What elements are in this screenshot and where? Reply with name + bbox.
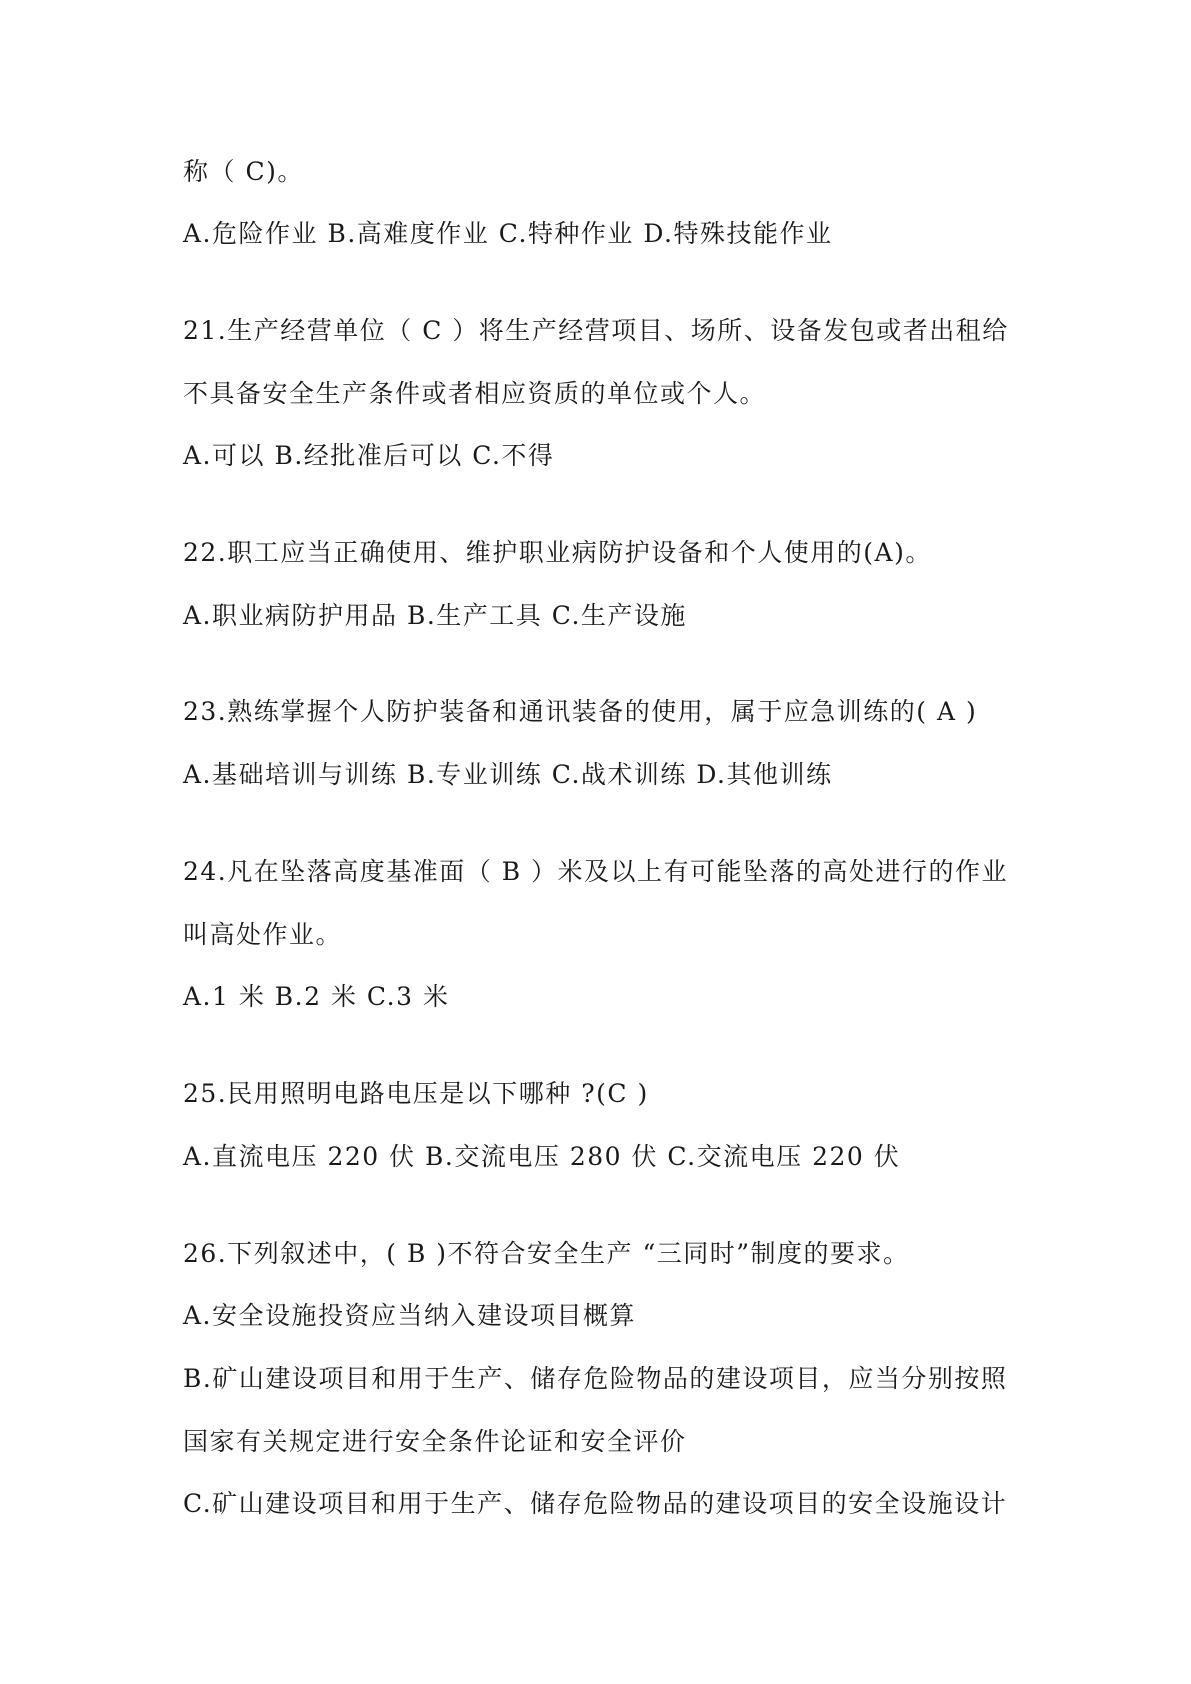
question-24-stem-cont: 叫高处作业。 (183, 920, 343, 949)
question-23-stem: 23.熟练掌握个人防护装备和通讯装备的使用，属于应急训练的( A ) (183, 697, 978, 726)
question-25-stem: 25.民用照明电路电压是以下哪种 ?(C ) (183, 1079, 649, 1108)
question-26-option-c: C.矿山建设项目和用于生产、储存危险物品的建设项目的安全设施设计 (183, 1489, 1008, 1518)
question-26-option-a: A.安全设施投资应当纳入建设项目概算 (183, 1301, 637, 1330)
question-20-stem-end: 称（ C)。 (183, 157, 304, 186)
question-26-option-b: B.矿山建设项目和用于生产、储存危险物品的建设项目，应当分别按照 (183, 1364, 1008, 1393)
question-24-options: A.1 米 B.2 米 C.3 米 (183, 982, 450, 1011)
question-26-option-b-cont: 国家有关规定进行安全条件论证和安全评价 (183, 1427, 687, 1456)
question-20-options: A.危险作业 B.高难度作业 C.特种作业 D.特殊技能作业 (183, 219, 833, 248)
question-21-stem: 21.生产经营单位（ C ）将生产经营项目、场所、设备发包或者出租给 (183, 316, 1009, 345)
question-23-options: A.基础培训与训练 B.专业训练 C.战术训练 D.其他训练 (183, 760, 833, 789)
question-21-stem-cont: 不具备安全生产条件或者相应资质的单位或个人。 (183, 379, 767, 408)
question-21-options: A.可以 B.经批准后可以 C.不得 (183, 441, 555, 470)
question-24-stem: 24.凡在坠落高度基准面（ B ）米及以上有可能坠落的高处进行的作业 (183, 857, 1009, 886)
question-22-stem: 22.职工应当正确使用、维护职业病防护设备和个人使用的(A)。 (183, 538, 932, 567)
question-25-options: A.直流电压 220 伏 B.交流电压 280 伏 C.交流电压 220 伏 (183, 1142, 901, 1171)
question-26-stem: 26.下列叙述中，( B )不符合安全生产 “三同时”制度的要求。 (183, 1239, 910, 1268)
question-22-options: A.职业病防护用品 B.生产工具 C.生产设施 (183, 601, 687, 630)
